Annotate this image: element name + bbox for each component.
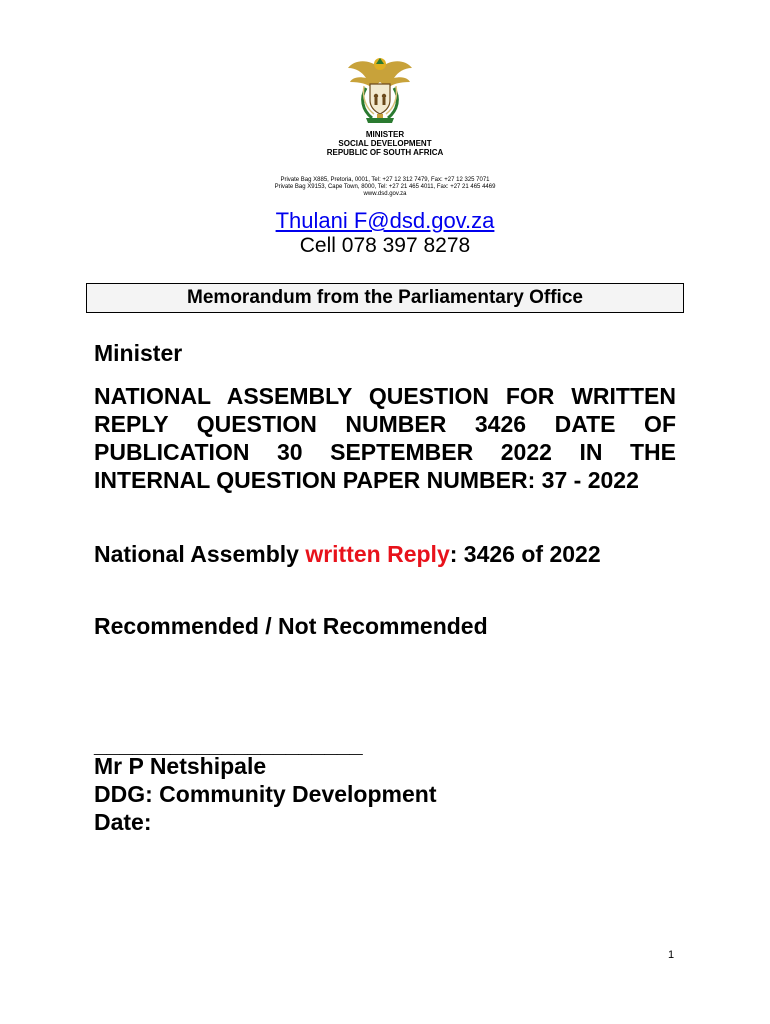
- memo-title-box: Memorandum from the Parliamentary Office: [86, 283, 684, 313]
- addressee: Minister: [94, 340, 183, 366]
- page-number: 1: [668, 949, 675, 961]
- signatory-role: DDG: Community Development: [94, 781, 437, 807]
- reply-suffix: : 3426 of 2022: [449, 541, 601, 567]
- coat-of-arms-icon: [344, 54, 416, 126]
- reply-line: [94, 540, 601, 568]
- address-pretoria: Private Bag X885, Pretoria, 0001, Tel: +27 12 312 7479, Fax: +27 12 325 7071: [280, 177, 490, 183]
- reply-prefix: National Assembly: [94, 541, 306, 567]
- letterhead-country: REPUBLIC OF SOUTH AFRICA: [326, 148, 444, 157]
- reply-highlight: written Reply: [305, 541, 450, 567]
- signature-line: _____________________: [94, 731, 363, 757]
- recommendation-options: Recommended / Not Recommended: [94, 613, 488, 639]
- signatory-name: Mr P Netshipale: [94, 753, 267, 779]
- question-heading: NATIONAL ASSEMBLY QUESTION FOR WRITTEN REPLY QUESTION NUMBER 3426 DATE OF PUBLICATION 30 SEPTEMBER 2022 IN THE INTERNAL QUESTION PAPER NUMBER: 37 - 2022: [94, 383, 676, 493]
- letterhead-department: SOCIAL DEVELOPMENT: [338, 139, 432, 148]
- signature-date-label: Date:: [94, 809, 152, 835]
- letterhead-minister: MINISTER: [365, 130, 405, 139]
- address-cape-town: Private Bag X9153, Cape Town, 8000, Tel: +27 21 465 4011, Fax: +27 21 465 4469: [274, 184, 496, 190]
- website-link[interactable]: www.dsd.gov.za: [363, 191, 407, 197]
- cell-number: Cell 078 397 8278: [299, 234, 471, 257]
- email-link[interactable]: Thulani F@dsd.gov.za: [275, 208, 495, 233]
